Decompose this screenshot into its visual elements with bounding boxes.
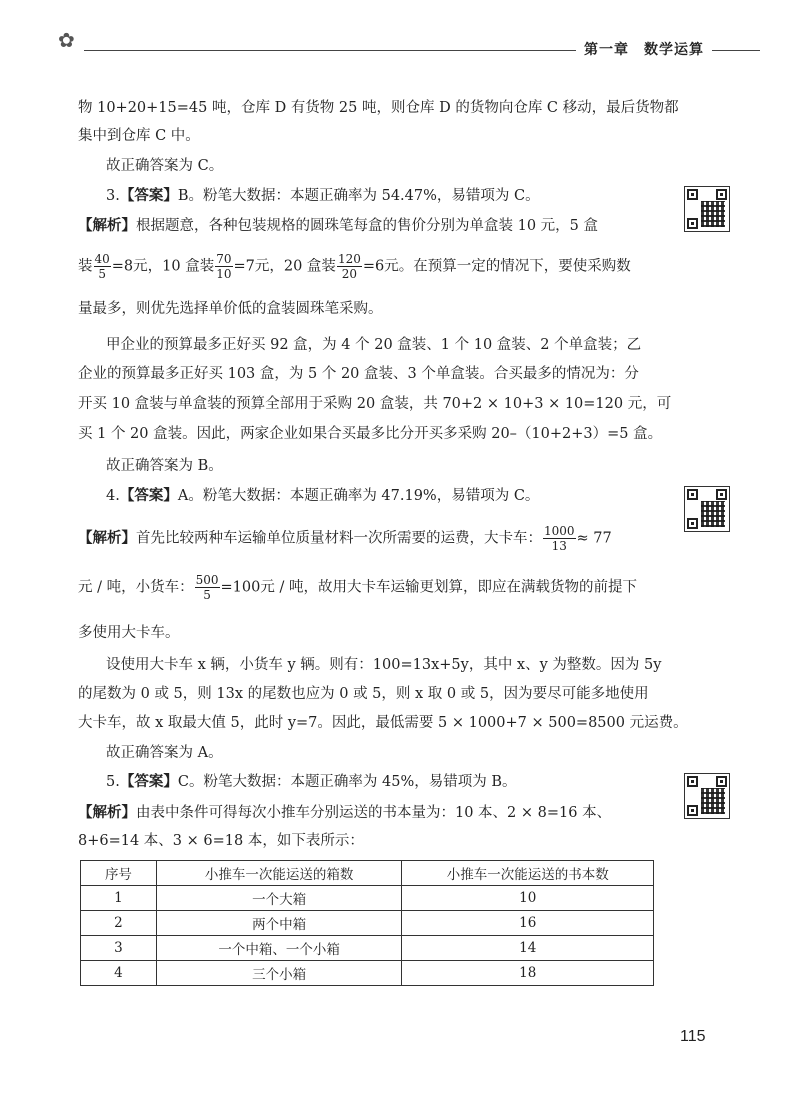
text-line: 的尾数为 0 或 5，则 13x 的尾数也应为 0 或 5，则 x 取 0 或 5，因为要尽可能多地使用: [78, 686, 649, 702]
analysis-tag: 【解析】: [78, 529, 136, 547]
fraction: [195, 573, 220, 602]
numerator: 120: [337, 252, 361, 266]
table-cell: 1: [81, 886, 157, 911]
table-row: [81, 936, 654, 961]
table-row: [81, 911, 654, 936]
text-line: 故正确答案为 A。: [106, 745, 223, 761]
table-cell: 一个大箱: [156, 886, 402, 911]
answer-line: [106, 487, 706, 505]
analysis-text: 由表中条件可得每次小推车分别运送的书本量为：10 本、2 × 8=16 本、: [136, 805, 612, 821]
question-number: 5.: [106, 774, 120, 790]
text-line: 甲企业的预算最多正好买 92 盒，为 4 个 20 盒装、1 个 10 盒装、2 个单盒装；乙: [106, 337, 642, 353]
answer-line: [106, 773, 706, 791]
chapter-title: 第一章 数学运算: [576, 39, 712, 59]
formula-line: [78, 573, 678, 602]
numerator: 70: [216, 252, 232, 266]
analysis-tag: 【解析】: [78, 217, 136, 234]
table-cell: 16: [402, 911, 654, 936]
table-header-cell: 小推车一次能运送的箱数: [156, 861, 402, 886]
text-fragment: =7元，20 盒装: [233, 258, 336, 275]
text-line: 故正确答案为 C。: [106, 158, 224, 174]
denominator: 10: [216, 267, 232, 281]
table-cell: 3: [81, 936, 157, 961]
answer-text: C。粉笔大数据：本题正确率为 45%，易错项为 B。: [177, 774, 517, 790]
table-cell: 两个中箱: [156, 911, 402, 936]
qr-code-icon[interactable]: [684, 186, 730, 232]
fraction: [337, 252, 362, 281]
sprout-icon: ✿: [58, 28, 75, 52]
text-line: 买 1 个 20 盒装。因此，两家企业如果合买最多比分开买多采购 20–（10+2+3）=5 盒。: [78, 426, 663, 442]
analysis-line: [78, 217, 678, 235]
fraction: [94, 252, 111, 281]
text-line: 设使用大卡车 x 辆，小货车 y 辆。则有：100=13x+5y，其中 x、y 为整数。因为 5y: [106, 657, 662, 673]
qr-code-icon[interactable]: [684, 773, 730, 819]
answer-text: A。粉笔大数据：本题正确率为 47.19%，易错项为 C。: [177, 488, 540, 504]
answer-line: [106, 187, 706, 205]
numerator: 40: [94, 252, 110, 266]
text-line: 8+6=14 本、3 × 6=18 本，如下表所示：: [78, 833, 364, 849]
table-cell: 18: [402, 961, 654, 986]
fraction: [215, 252, 232, 281]
text-fragment: 元 / 吨，小货车：: [78, 579, 194, 596]
denominator: 5: [203, 588, 211, 602]
text-fragment: ≈ 77: [576, 530, 612, 547]
denominator: 5: [98, 267, 106, 281]
table-header-cell: 小推车一次能运送的书本数: [402, 861, 654, 886]
text-fragment: =100元 / 吨，故用大卡车运输更划算，即应在满载货物的前提下: [220, 579, 637, 596]
text-line: 物 10+20+15=45 吨，仓库 D 有货物 25 吨，则仓库 D 的货物向仓库 C 移动，最后货物都: [78, 100, 679, 116]
answer-tag: 【答案】: [119, 487, 178, 504]
denominator: 13: [551, 539, 567, 553]
text-line: 多使用大卡车。: [78, 625, 180, 641]
analysis-text: 首先比较两种车运输单位质量材料一次所需要的运费，大卡车：: [136, 530, 542, 547]
analysis-line: [78, 524, 678, 553]
analysis-tag: 【解析】: [78, 804, 136, 821]
numerator: 500: [195, 573, 219, 587]
text-fragment: 装: [78, 258, 93, 275]
text-line: 大卡车，故 x 取最大值 5，此时 y=7。因此，最低需要 5 × 1000+7 × 500=8500 元运费。: [78, 715, 688, 731]
fraction: [543, 524, 576, 553]
analysis-line: [78, 804, 678, 822]
text-line: 量最多，则优先选择单价低的盒装圆珠笔采购。: [78, 301, 383, 317]
answer-tag: 【答案】: [119, 773, 178, 790]
analysis-text: 根据题意，各种包装规格的圆珠笔每盒的售价分别为单盒装 10 元，5 盒: [136, 218, 599, 234]
answer-tag: 【答案】: [119, 187, 178, 204]
text-fragment: =6元。在预算一定的情况下，要使采购数: [362, 258, 631, 275]
text-line: 集中到仓库 C 中。: [78, 128, 200, 144]
denominator: 20: [341, 267, 358, 281]
qr-code-icon[interactable]: [684, 486, 730, 532]
text-line: 开买 10 盒装与单盒装的预算全部用于采购 20 盒装，共 70+2 × 10+3 × 10=120 元，可: [78, 396, 672, 412]
numerator: 1000: [544, 524, 575, 538]
question-number: 3.: [106, 188, 120, 204]
table-cell: 10: [402, 886, 654, 911]
table-cell: 一个中箱、一个小箱: [156, 936, 402, 961]
table-row: [81, 961, 654, 986]
delivery-table: [80, 860, 654, 986]
table-cell: 4: [81, 961, 157, 986]
table-header-cell: 序号: [81, 861, 157, 886]
text-line: 故正确答案为 B。: [106, 458, 223, 474]
question-number: 4.: [106, 488, 120, 504]
text-line: 企业的预算最多正好买 103 盒，为 5 个 20 盒装、3 个单盒装。合买最多的情况为：分: [78, 366, 639, 382]
page-number: 115: [680, 1028, 706, 1045]
table-cell: 14: [402, 936, 654, 961]
answer-text: B。粉笔大数据：本题正确率为 54.47%，易错项为 C。: [177, 188, 540, 204]
running-header: [58, 30, 760, 60]
table-cell: 2: [81, 911, 157, 936]
table-header-row: [81, 861, 654, 886]
table-cell: 三个小箱: [156, 961, 402, 986]
table-row: [81, 886, 654, 911]
text-fragment: =8元，10 盒装: [111, 258, 215, 275]
formula-line: [78, 252, 678, 281]
